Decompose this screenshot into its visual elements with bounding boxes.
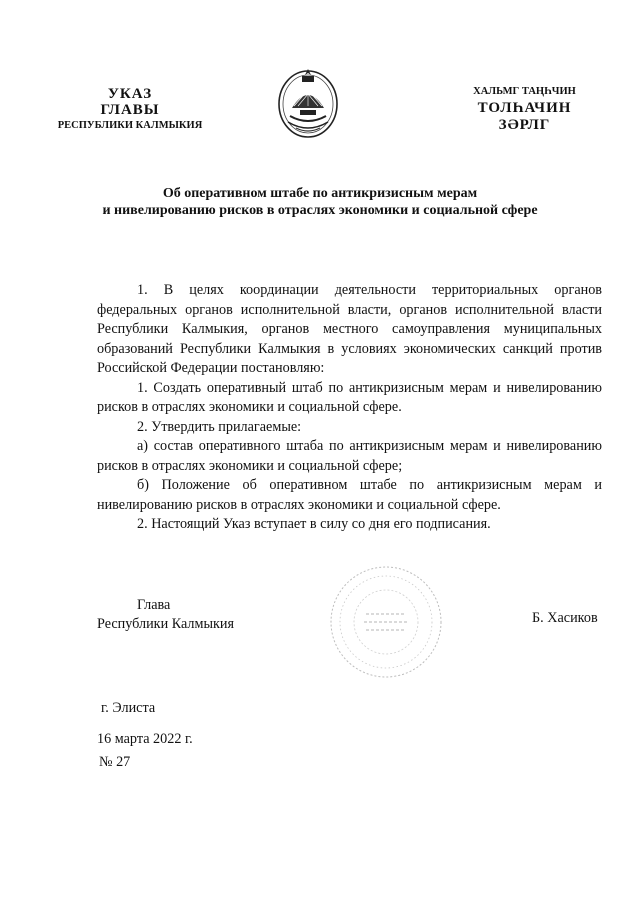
place-of-signing: г. Элиста (101, 700, 156, 716)
paragraph-2: 1. Создать оперативный штаб по антикризисным мерам и нивелированию рисков в отраслях экономики и социальной сфере. (97, 379, 602, 415)
header-left-line3: РЕСПУБЛИКИ КАЛМЫКИЯ (57, 120, 203, 131)
header-left (30, 86, 230, 134)
document-title (60, 185, 580, 219)
header-right (442, 83, 607, 134)
document-body (97, 281, 602, 535)
paragraph-5: б) Положение об оперативном штабе по антикризисным мерам и нивелированию рисков в отраслях экономики и социальной сфере. (97, 477, 602, 513)
paragraph-1: 1. В целях координации деятельности территориальных органов федеральных органов исполнительной власти, органов исполнительной власти Республики Калмыкия, органов местного самоуправления муниципальных образований Республики Калмыкия в условиях экономических санкций против Российской Федерации постановляю: (97, 282, 602, 376)
decree-number: № 27 (99, 754, 131, 770)
signing-date: 16 марта 2022 г. (97, 731, 193, 747)
header-left-line1: УКАЗ (107, 86, 153, 102)
signatory-title-line1: Глава (137, 597, 171, 613)
header-right-line1: ХАЛЬМГ ТАҢҺЧИН (473, 86, 576, 97)
title-line2: и нивелированию рисков в отраслях экономики и социальной сфере (102, 203, 538, 218)
title-line1: Об оперативном штабе по антикризисным мерам (162, 186, 478, 201)
signatory-title-line2: Республики Калмыкия (97, 616, 235, 632)
official-seal-stamp (326, 562, 446, 682)
signatory-title (97, 596, 234, 634)
signatory-name: Б. Хасиков (532, 610, 598, 626)
paragraph-6: 2. Настоящий Указ вступает в силу со дня его подписания. (137, 516, 491, 532)
paragraph-3: 2. Утвердить прилагаемые: (137, 418, 302, 435)
header-right-line2: ТОЛҺАЧИН (477, 100, 572, 116)
paragraph-4: а) состав оперативного штаба по антикризисным мерам и нивелированию рисков в отраслях экономики и социальной сфере; (97, 438, 602, 474)
header-right-line3: ЗӘРЛГ (498, 117, 551, 133)
header-left-line2: ГЛАВЫ (100, 102, 160, 118)
coat-of-arms-emblem (276, 64, 340, 140)
